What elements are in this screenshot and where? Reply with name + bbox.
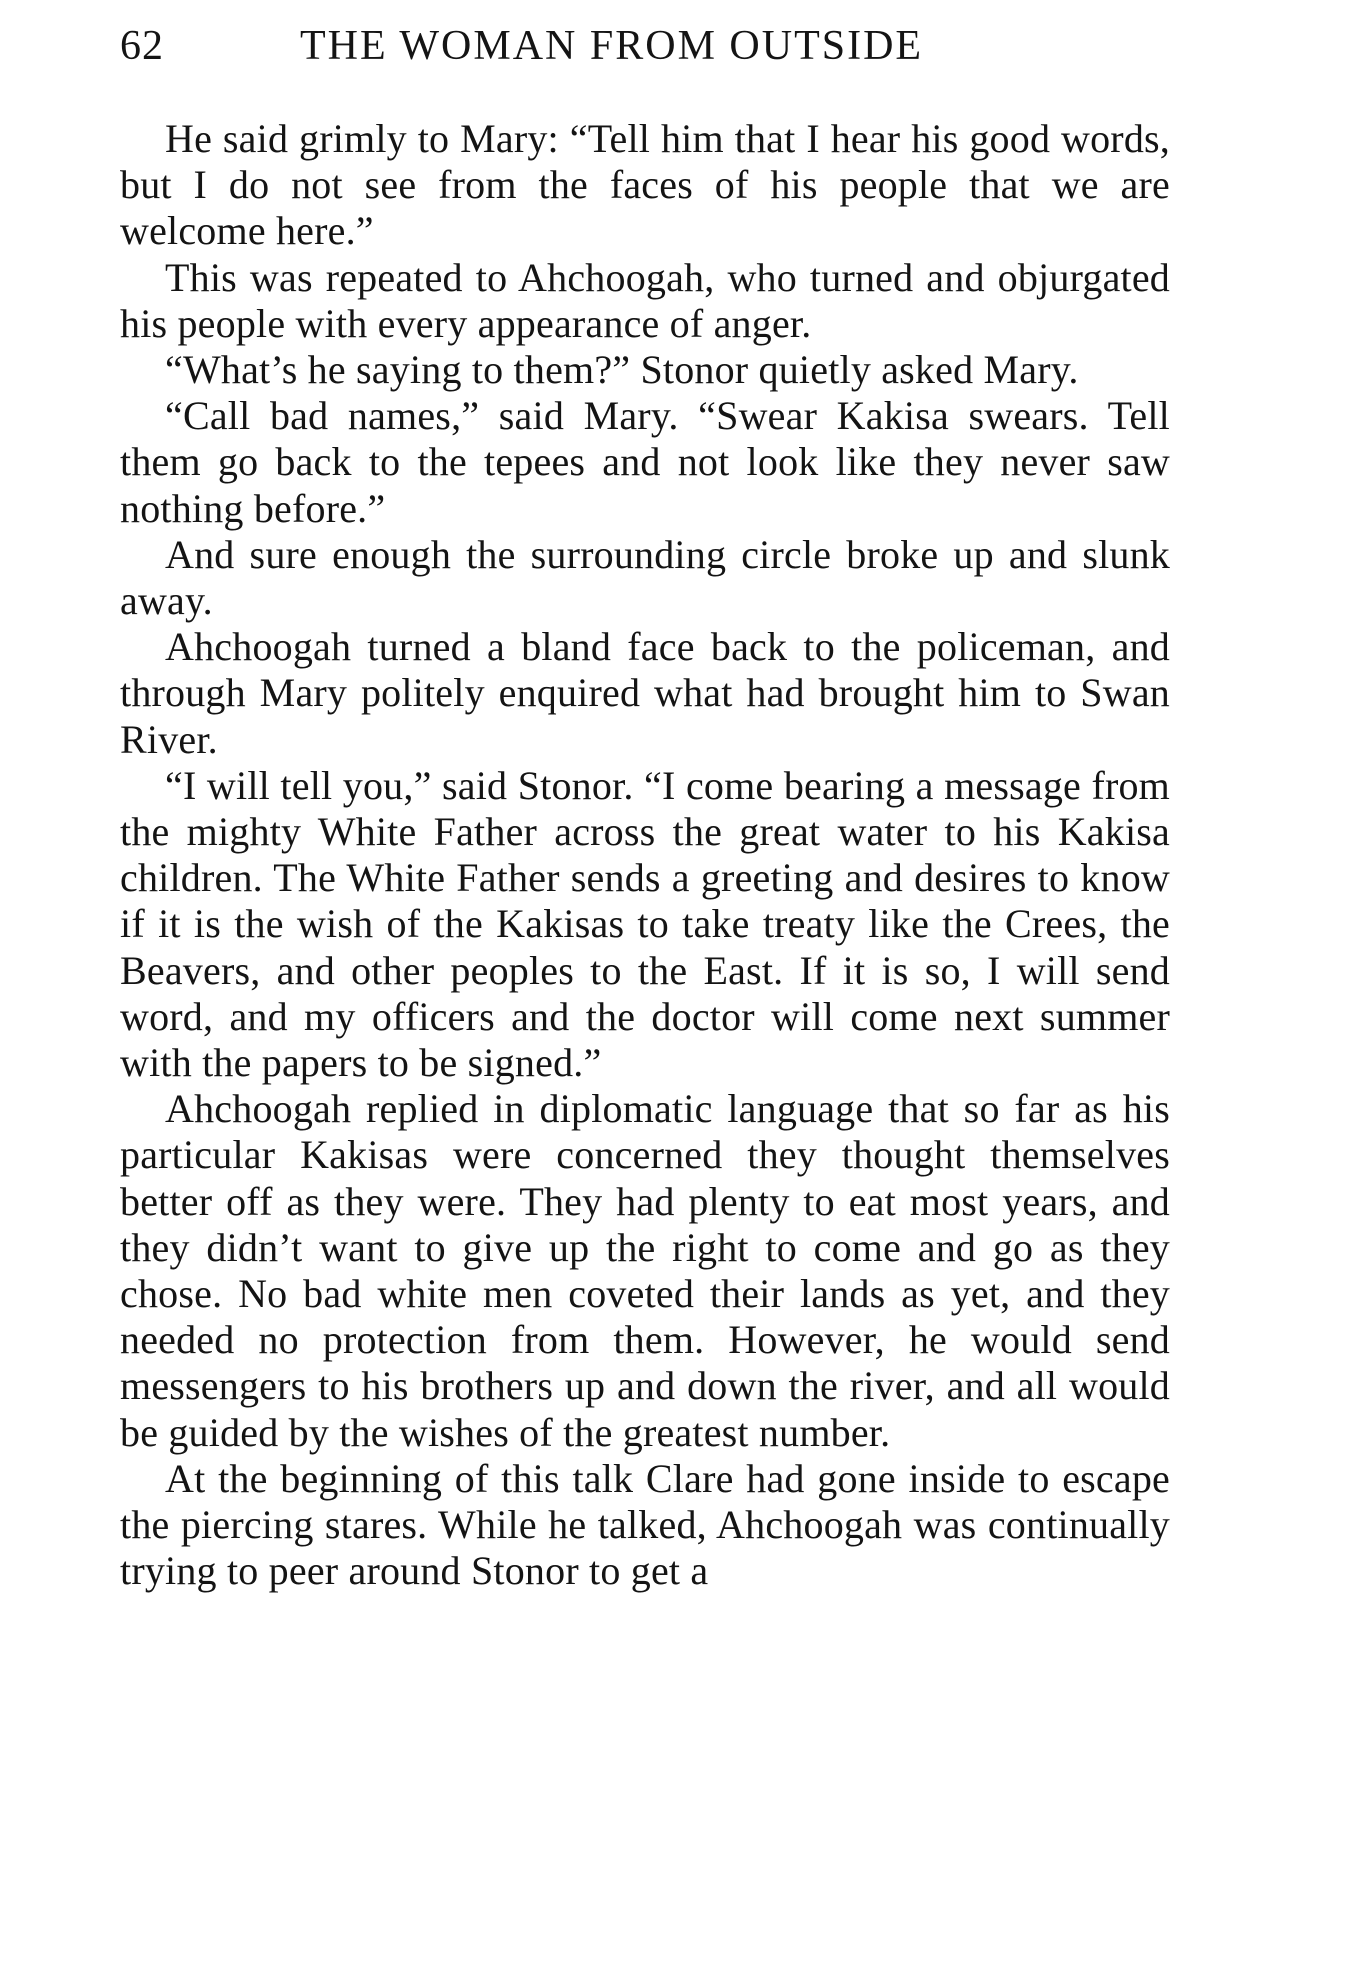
- paragraph-7: “I will tell you,” said Stonor. “I come bearing a message from the mighty White Father across the great water to his Kakisa children. The White Father sends a greeting and desires to know if it is the wish of the Kakisas to take treaty like the Crees, the Beavers, and other peoples to the East. If it is so, I will send word, and my officers and the doctor will come next summer with the papers to be signed.”: [120, 762, 1170, 1086]
- running-head: [120, 22, 1170, 82]
- paragraph-8: Ahchoogah replied in diplomatic language that so far as his particular Kakisas were concerned they thought themselves better off as they were. They had plenty to eat most years, and they didn’t want to give up the right to come and go as they chose. No bad white men coveted their lands as yet, and they needed no protection from them. However, he would send messengers to his brothers up and down the river, and all would be guided by the wishes of the greatest number.: [120, 1086, 1170, 1455]
- paragraph-1: He said grimly to Mary: “Tell him that I hear his good words, but I do not see from the faces of his people that we are welcome here.”: [120, 116, 1170, 254]
- body-text: [120, 116, 1170, 1595]
- paragraph-2: This was repeated to Ahchoogah, who turned and objurgated his people with every appearance of anger.: [120, 254, 1170, 346]
- book-title: THE WOMAN FROM OUTSIDE: [300, 23, 924, 69]
- page-number: 62: [120, 23, 164, 69]
- paragraph-4: “Call bad names,” said Mary. “Swear Kakisa swears. Tell them go back to the tepees and not look like they never saw nothing before.”: [120, 393, 1170, 531]
- paragraph-3: “What’s he saying to them?” Stonor quietly asked Mary.: [165, 347, 1079, 393]
- paragraph-5: And sure enough the surrounding circle broke up and slunk away.: [120, 531, 1170, 624]
- paragraph-6: Ahchoogah turned a bland face back to the policeman, and through Mary politely enquired what had brought him to Swan River.: [120, 624, 1170, 762]
- paragraph-9: At the beginning of this talk Clare had gone inside to escape the piercing stares. While he talked, Ahchoogah was continually trying to peer around Stonor to get a: [120, 1455, 1170, 1594]
